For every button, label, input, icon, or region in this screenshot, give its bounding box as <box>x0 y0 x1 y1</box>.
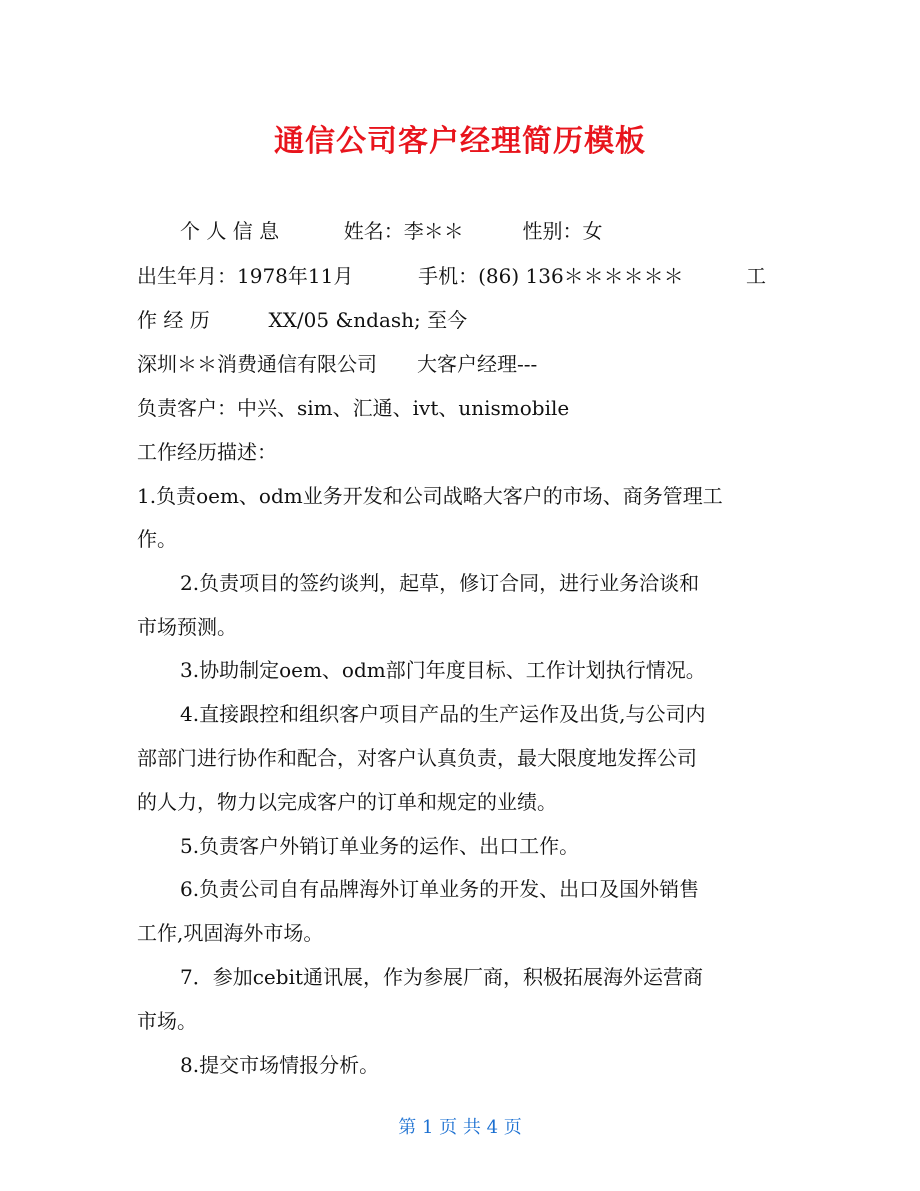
description-line: 的人力，物力以完成客户的订单和规定的业绩。 <box>137 790 557 814</box>
description-line: 部部门进行协作和配合，对客户认真负责，最大限度地发挥公司 <box>137 746 697 770</box>
description-line: 工作,巩固海外市场。 <box>137 921 324 945</box>
description-line: 3.协助制定oem、odm部门年度目标、工作计划执行情况。 <box>180 658 706 682</box>
description-line: 5.负责客户外销订单业务的运作、出口工作。 <box>180 834 580 858</box>
page-number-footer: 第 1 页 共 4 页 <box>398 1117 522 1138</box>
company-line: 深圳＊＊消费通信有限公司 大客户经理--- <box>137 352 538 376</box>
description-line: 作。 <box>137 527 177 551</box>
birth-phone-row <box>137 262 787 290</box>
description-heading: 工作经历描述： <box>137 440 277 464</box>
name-field: 姓名：李＊＊ <box>343 219 464 243</box>
description-line: 7．参加cebit通讯展，作为参展厂商，积极拓展海外运营商 <box>180 965 703 989</box>
personal-info-row <box>180 217 830 245</box>
phone-field: 手机：(86) 136＊＊＊＊＊＊ <box>418 264 684 288</box>
work-period: XX/05 &ndash; 至今 <box>268 308 468 332</box>
gender-field: 性别：女 <box>522 219 603 243</box>
personal-info-label: 个 人 信 息 <box>180 219 280 243</box>
clients-line: 负责客户：中兴、sim、汇通、ivt、unismobile <box>137 396 570 420</box>
description-line: 6.负责公司自有品牌海外订单业务的开发、出口及国外销售 <box>180 877 700 901</box>
description-line: 1.负责oem、odm业务开发和公司战略大客户的市场、商务管理工 <box>137 484 723 508</box>
work-period-row <box>137 306 787 334</box>
description-line: 4.直接跟控和组织客户项目产品的生产运作及出货,与公司内 <box>180 702 706 726</box>
work-label-start: 工 <box>746 264 766 288</box>
birth-field: 出生年月：1978年11月 <box>137 264 354 288</box>
description-line: 市场预测。 <box>137 615 237 639</box>
description-line: 8.提交市场情报分析。 <box>180 1053 380 1077</box>
description-line: 市场。 <box>137 1009 197 1033</box>
description-line: 2.负责项目的签约谈判，起草，修订合同，进行业务洽谈和 <box>180 571 700 595</box>
page-title: 通信公司客户经理简历模板 <box>274 124 646 159</box>
work-label-end: 作 经 历 <box>137 308 210 332</box>
